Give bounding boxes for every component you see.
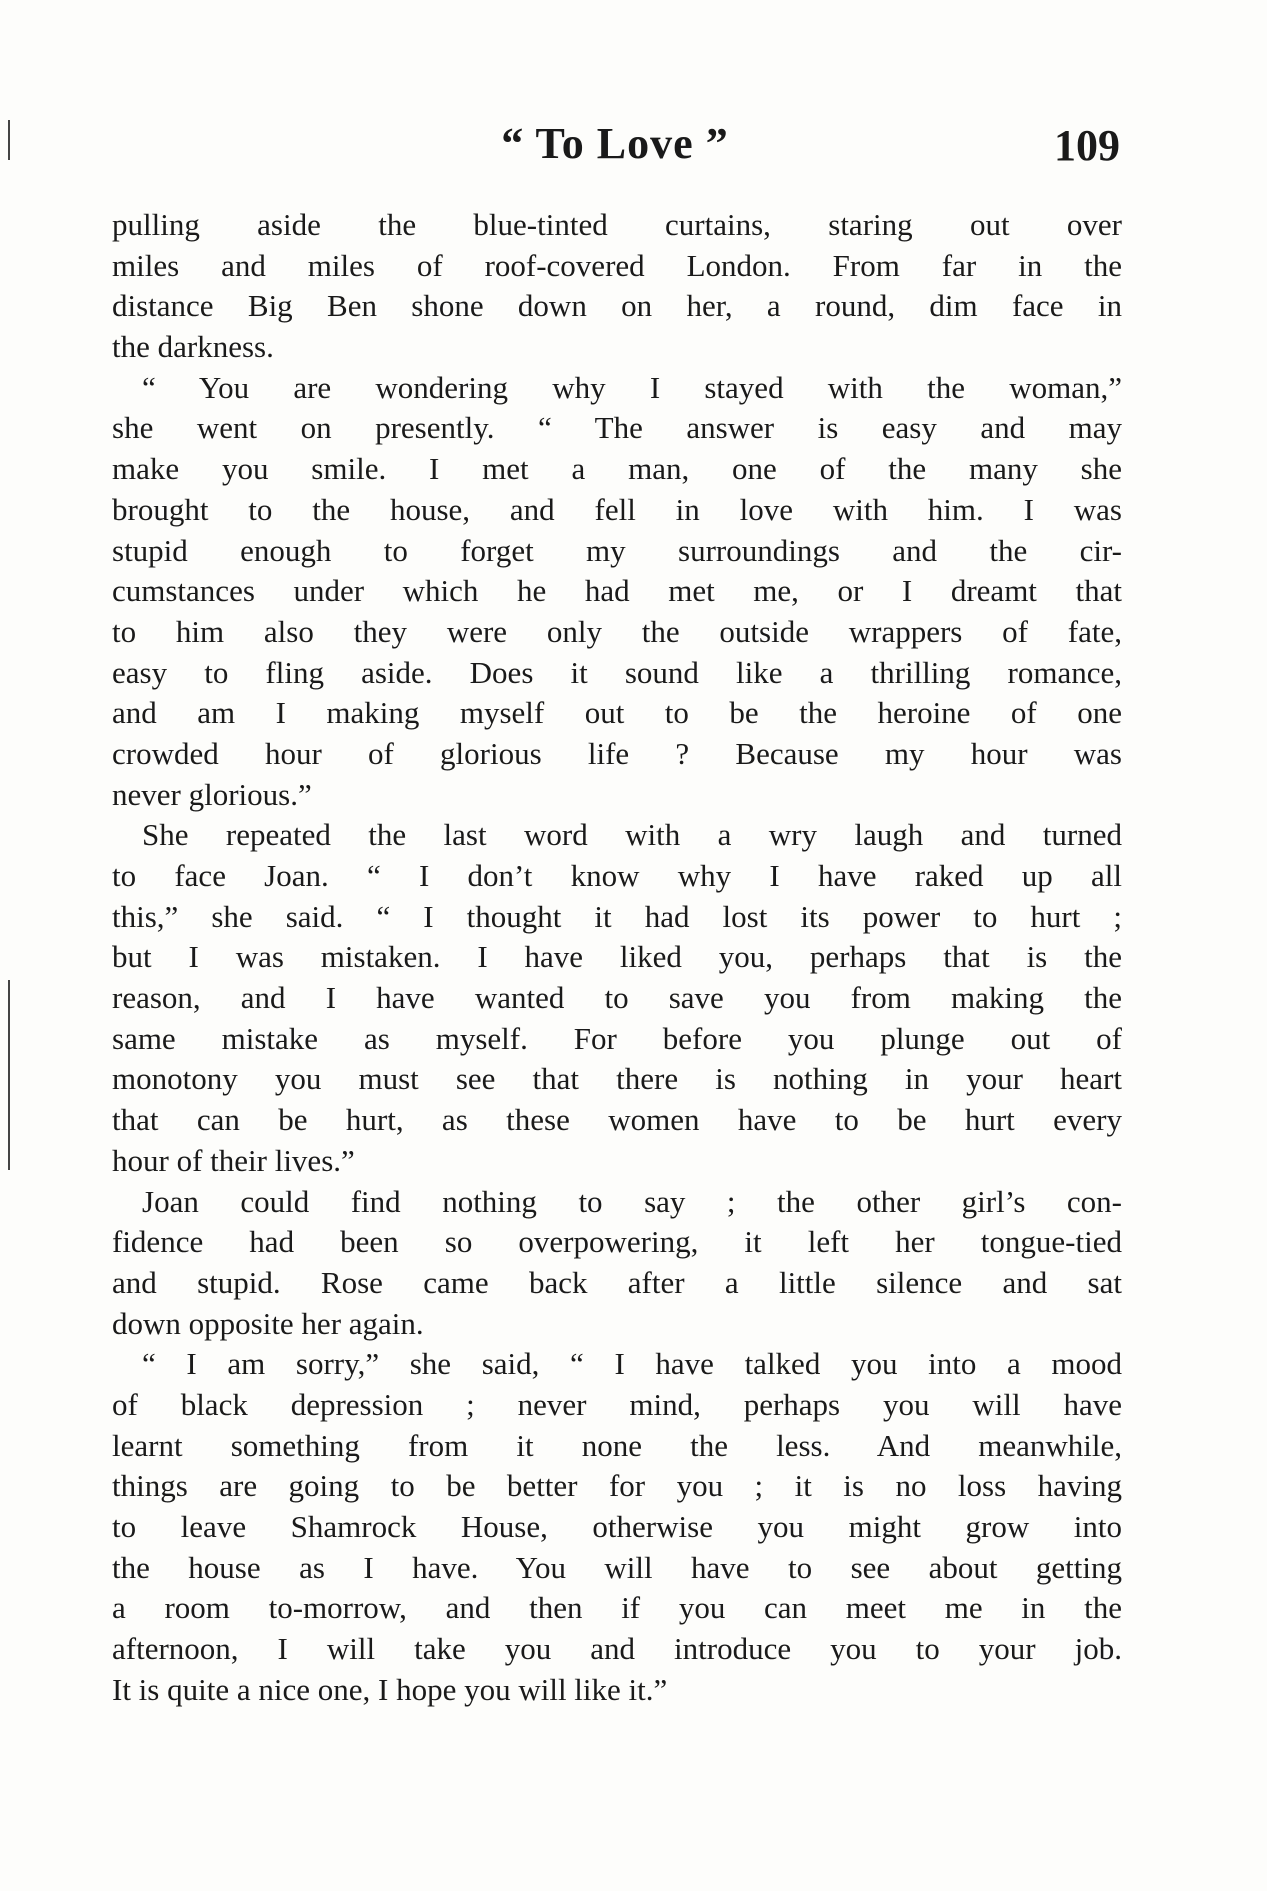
text-line: this,” she said. “ I thought it had lost its power to hurt ; [112,898,1122,934]
text-line: fidence had been so overpowering, it left her tongue-tied [112,1224,1122,1260]
running-head [110,118,1120,178]
text-line: reason, and I have wanted to save you from making the [112,980,1122,1016]
text-line: and stupid. Rose came back after a little silence and sat [112,1264,1122,1300]
text-line: easy to fling aside. Does it sound like a thrilling romance, [112,654,1122,690]
binding-edge-mark [8,120,10,160]
running-title: “ To Love ” [501,119,729,168]
text-line: same mistake as myself. For before you plunge out of [112,1020,1122,1056]
text-line: distance Big Ben shone down on her, a round, dim face in [112,288,1122,324]
text-line: It is quite a nice one, I hope you will like it.” [112,1671,668,1707]
text-line: to leave Shamrock House, otherwise you might grow into [112,1509,1122,1544]
binding-edge-mark [8,980,10,1170]
text-line: hour of their lives.” [112,1142,355,1178]
text-line: a room to-morrow, and then if you can meet me in the [112,1590,1122,1626]
text-line: “ I am sorry,” she said, “ I have talked you into a mood [142,1346,1122,1382]
text-line: the house as I have. You will have to see about getting [112,1549,1122,1585]
text-line: down opposite her again. [112,1305,424,1341]
text-line: miles and miles of roof-covered London. From far in the [112,247,1122,283]
text-line: that can be hurt, as these women have to be hurt every [112,1102,1122,1138]
text-line: things are going to be better for you ; it is no loss having [112,1468,1122,1504]
text-line: to him also they were only the outside wrappers of fate, [112,613,1122,649]
text-line: never glorious.” [112,776,312,812]
text-line: she went on presently. “ The answer is easy and may [112,410,1122,446]
text-line: make you smile. I met a man, one of the many she [112,451,1122,487]
text-line: crowded hour of glorious life ? Because my hour was [112,735,1122,771]
text-line: and am I making myself out to be the heroine of one [112,695,1122,731]
text-line: the darkness. [112,329,274,365]
text-line: pulling aside the blue-tinted curtains, staring out over [112,207,1122,242]
page-number: 109 [1054,121,1120,170]
text-line: but I was mistaken. I have liked you, perhaps that is the [112,939,1122,975]
text-line: She repeated the last word with a wry laugh and turned [142,817,1122,853]
text-line: learnt something from it none the less. And meanwhile, [112,1427,1122,1463]
text-line: stupid enough to forget my surroundings and the cir- [112,532,1122,568]
text-line: “ You are wondering why I stayed with the woman,” [142,369,1122,405]
text-line: to face Joan. “ I don’t know why I have raked up all [112,858,1122,893]
text-line: monotony you must see that there is nothing in your heart [112,1061,1122,1097]
body-text [112,205,1122,1710]
text-line: Joan could find nothing to say ; the other girl’s con- [142,1183,1122,1219]
text-line: cumstances under which he had met me, or I dreamt that [112,573,1122,609]
text-line: afternoon, I will take you and introduce you to your job. [112,1631,1122,1667]
text-line: of black depression ; never mind, perhaps you will have [112,1386,1122,1422]
text-line: brought to the house, and fell in love with him. I was [112,491,1122,527]
